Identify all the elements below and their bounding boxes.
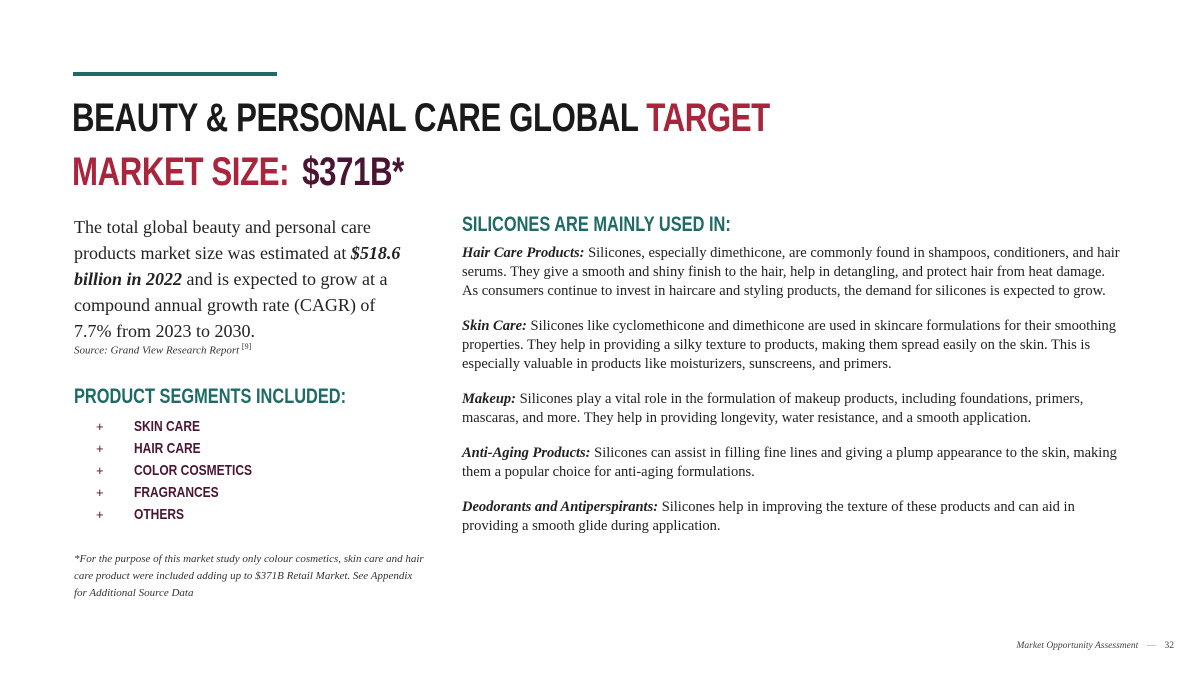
usage-paragraph bbox=[462, 317, 1122, 374]
list-item bbox=[96, 459, 282, 481]
accent-bar bbox=[73, 72, 277, 76]
usage-paragraph bbox=[462, 244, 1122, 301]
segment-label: FRAGRANCES bbox=[134, 484, 219, 502]
usage-text: Silicones like cyclomethicone and dimethicone are used in skincare formulations for their smoothing properties. They help in providing a silky texture to products, making them spread easily on the skin. This is especially valuable in products like moisturizers, sunscreens, and primers. bbox=[462, 318, 1116, 372]
usage-paragraph bbox=[462, 444, 1122, 482]
segments-heading: PRODUCT SEGMENTS INCLUDED: bbox=[74, 385, 347, 408]
title-main: BEAUTY & PERSONAL CARE GLOBAL bbox=[72, 96, 638, 140]
list-item bbox=[96, 482, 282, 504]
segment-label: OTHERS bbox=[134, 506, 185, 524]
intro-text-end: and is expected to grow at a compound annual growth rate (CAGR) of 7.7% from 2023 to 2030. bbox=[74, 269, 388, 341]
market-size-label: MARKET SIZE: bbox=[72, 150, 290, 194]
list-item bbox=[96, 504, 282, 526]
usage-term: Skin Care: bbox=[462, 318, 527, 334]
plus-icon: + bbox=[96, 418, 104, 434]
page-footer bbox=[1017, 641, 1174, 651]
list-item bbox=[96, 437, 282, 459]
segments-list bbox=[96, 415, 282, 526]
usage-text: Silicones help in improving the texture of these products and can aid in providing a smooth glide during application. bbox=[462, 499, 1075, 534]
source-citation bbox=[74, 342, 251, 357]
silicones-heading: SILICONES ARE MAINLY USED IN: bbox=[462, 213, 731, 236]
usage-paragraph bbox=[462, 390, 1122, 428]
page-number: 32 bbox=[1164, 641, 1174, 651]
footnote: *For the purpose of this market study only colour cosmetics, skin care and hair care product were included adding up to $371B Retail Market. See Appendix for Additional Source Data bbox=[74, 553, 424, 599]
market-size-value: $371B* bbox=[302, 150, 404, 194]
usage-paragraph bbox=[462, 498, 1122, 536]
usage-term: Deodorants and Antiperspirants: bbox=[462, 499, 659, 515]
list-item bbox=[96, 415, 282, 437]
silicone-usages bbox=[462, 244, 1122, 552]
title-accent: TARGET bbox=[646, 96, 770, 140]
usage-text: Silicones, especially dimethicone, are commonly found in shampoos, conditioners, and hair serums. They give a smooth and shiny finish to the hair, help in detangling, and protect hair from heat damage. As consumers continue to invest in haircare and styling products, the demand for silicones is expected to grow. bbox=[462, 245, 1120, 299]
intro-paragraph bbox=[74, 214, 414, 344]
intro-text-start: The total global beauty and personal care products market size was estimated at bbox=[74, 217, 371, 263]
usage-text: Silicones can assist in filling fine lines and giving a plump appearance to the skin, making them a popular choice for anti-aging formulations. bbox=[462, 445, 1117, 480]
plus-icon: + bbox=[96, 440, 104, 456]
market-size-heading bbox=[72, 150, 404, 194]
segment-label: COLOR COSMETICS bbox=[134, 461, 253, 479]
footer-label: Market Opportunity Assessment bbox=[1016, 641, 1139, 651]
intro-highlight: $518.6 billion in 2022 bbox=[74, 243, 401, 289]
segment-label: HAIR CARE bbox=[134, 439, 201, 457]
source-ref: [9] bbox=[241, 342, 252, 351]
usage-term: Hair Care Products: bbox=[462, 245, 585, 261]
usage-term: Makeup: bbox=[462, 391, 516, 407]
source-text: Source: Grand View Research Report bbox=[74, 344, 240, 357]
plus-icon: + bbox=[96, 462, 104, 478]
segment-label: SKIN CARE bbox=[134, 417, 201, 435]
page-title bbox=[72, 96, 770, 140]
footer-separator: — bbox=[1146, 641, 1157, 651]
plus-icon: + bbox=[96, 507, 104, 523]
plus-icon: + bbox=[96, 485, 104, 501]
usage-text: Silicones play a vital role in the formulation of makeup products, including foundations, primers, mascaras, and more. They help in providing longevity, water resistance, and a smooth application. bbox=[462, 391, 1084, 426]
usage-term: Anti-Aging Products: bbox=[462, 445, 591, 461]
